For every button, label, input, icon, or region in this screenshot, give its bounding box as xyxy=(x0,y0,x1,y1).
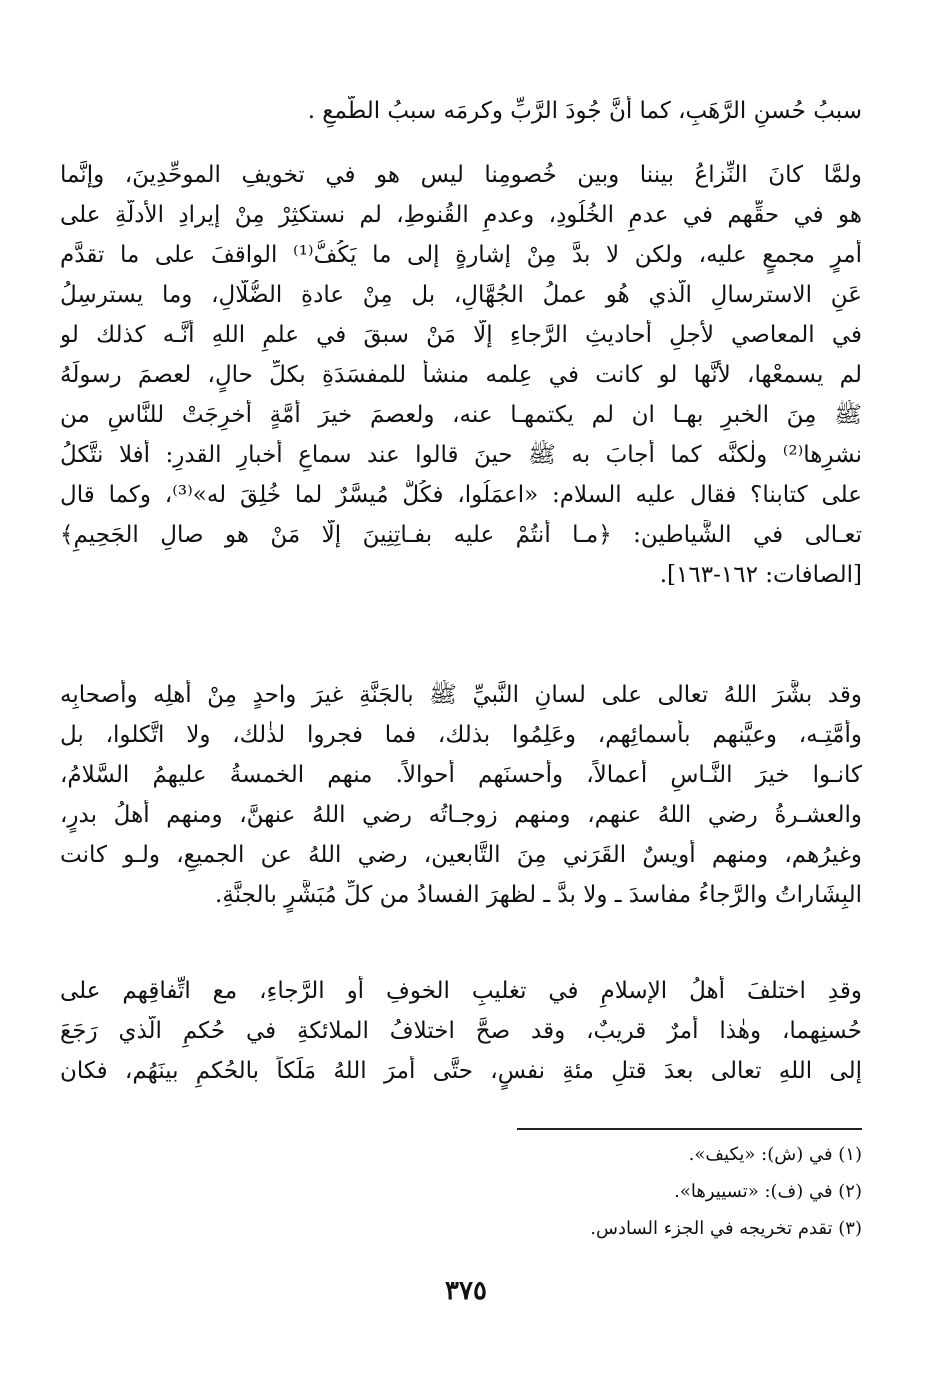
text-line: وأُمَّتِـه، وعيَّنهم بأسمائِهم، وعَلِمُوا بذلك، فما فجروا لذٰلك، ولا اتَّكلوا، بل xyxy=(60,722,862,748)
footnote-2: (٢) في (ف): «تسييرها». xyxy=(674,1181,862,1202)
footnote-1: (١) في (ش): «يكيف». xyxy=(688,1144,862,1165)
page-number: ٣٧٥ xyxy=(445,1276,487,1306)
paragraph-3 xyxy=(60,680,862,920)
text-line: وغيرُهم، ومنهم أُويسٌ القَرَني مِنَ التَّابعين، رضي اللهُ عن الجميعِ، ولـو كانت xyxy=(60,842,862,868)
text-line: لم يسمعْها، لأنَّها لو كانت في عِلمه منشأً للمفسَدَةِ بكلِّ حالٍ، لعصمَ رسولَهُ xyxy=(60,362,862,388)
text-line: ولمَّا كانَ النِّزاعُ بيننا وبين خُصومِنا ليس هو في تخويفِ الموحِّدِينَ، وإنَّما xyxy=(60,162,862,188)
text-line: وقدِ اختلفَ أهلُ الإسلامِ في تغليبِ الخوفِ أو الرَّجاءِ، مع اتِّفاقِهم على xyxy=(60,978,862,1004)
text-line: سببُ حُسنِ الرَّهَبِ، كما أنَّ جُودَ الرَّبِّ وكرمَه سببُ الطَّمعِ . xyxy=(307,98,862,124)
text-line: حُسنِهما، وهٰذا أمرٌ قريبٌ، وقد صحَّ اختلافُ الملائكةِ في حُكمِ الَّذي رَجَعَ xyxy=(60,1018,862,1044)
text-line: أمرٍ مجمعٍ عليه، ولكن لا بدَّ مِنْ إشارةٍ إلى ما يَكُفُّ⁽¹⁾ الواقفَ على ما تقدَّم xyxy=(60,242,862,268)
footnote-divider xyxy=(517,1128,862,1130)
text-line: كانـوا خيرَ النَّـاسِ أعمالاً، وأحسنَهم أحوالاً. منهم الخمسةُ عليهمُ السَّلامُ، xyxy=(60,762,862,788)
paragraph-4 xyxy=(60,976,862,1096)
footnote-3: (٣) تقدم تخريجه في الجزء السادس. xyxy=(590,1218,862,1239)
text-line: وقد بشَّرَ اللهُ تعالى على لسانِ النَّبيِّ ﷺ بالجَنَّةِ غيرَ واحدٍ مِنْ أهلِه وأصحابِه xyxy=(60,682,862,708)
text-line: إلى اللهِ تعالى بعدَ قتلِ مئةِ نفسٍ، حتَّى أمرَ اللهُ مَلَكاً بالحُكمِ بينَهُم، فكان xyxy=(60,1058,862,1084)
paragraph-1 xyxy=(60,96,862,136)
text-line: تعـالى في الشَّياطين: ﴿مـا أنتُمْ عليه بفـاتِنِينَ إلَّا مَنْ هو صالِ الجَحِيمِ﴾ xyxy=(60,522,862,548)
text-line: والعشـرةُ رضي اللهُ عنهم، ومنهم زوجـاتُه رضي اللهُ عنهنَّ، ومنهم أهلُ بدرٍ، xyxy=(60,802,862,828)
text-line: على كتابنا؟ فقال عليه السلام: «اعمَلُوا، فكُلٌّ مُيسَّرٌ لما خُلِقَ له»⁽³⁾، وكما قال xyxy=(60,482,862,508)
text-line: هو في حقِّهم في عدمِ الخُلُودِ، وعدمِ القُنوطِ، لم نستكثِرْ مِنْ إيرادِ الأدلَّةِ على xyxy=(60,202,862,228)
text-line: [الصافات: ١٦٢-١٦٣]. xyxy=(659,562,862,588)
text-line: ﷺ مِنَ الخبرِ بهـا ان لم يكتمهـا عنه، ولعصمَ خيرَ أمَّةٍ أُخرِجَتْ للنَّاسِ من xyxy=(60,402,862,428)
paragraph-2 xyxy=(60,160,862,600)
text-line: عَنِ الاسترسالِ الَّذي هُو عملُ الجُهَّالِ، بل مِنْ عادةِ الضُّلَّالِ، وما يسترسِلُ xyxy=(60,282,862,308)
text-line: نشرِها⁽²⁾ ولٰكنَّه كما أجابَ به ﷺ حينَ قالوا عند سماعِ أخبارِ القدرِ: أفلا نتَّكلُ xyxy=(60,442,862,468)
footnotes xyxy=(60,1142,862,1253)
text-line: البِشَاراتُ والرَّجاءُ مفاسدَ ـ ولا بدَّ ـ لظهرَ الفسادُ من كلِّ مُبَشَّرٍ بالجنَّةِ. xyxy=(215,882,862,908)
text-line: في المعاصي لأجلِ أحاديثِ الرَّجاءِ إلَّا مَنْ سبقَ في علمِ اللهِ أنَّـه كذلك لو xyxy=(60,322,862,348)
